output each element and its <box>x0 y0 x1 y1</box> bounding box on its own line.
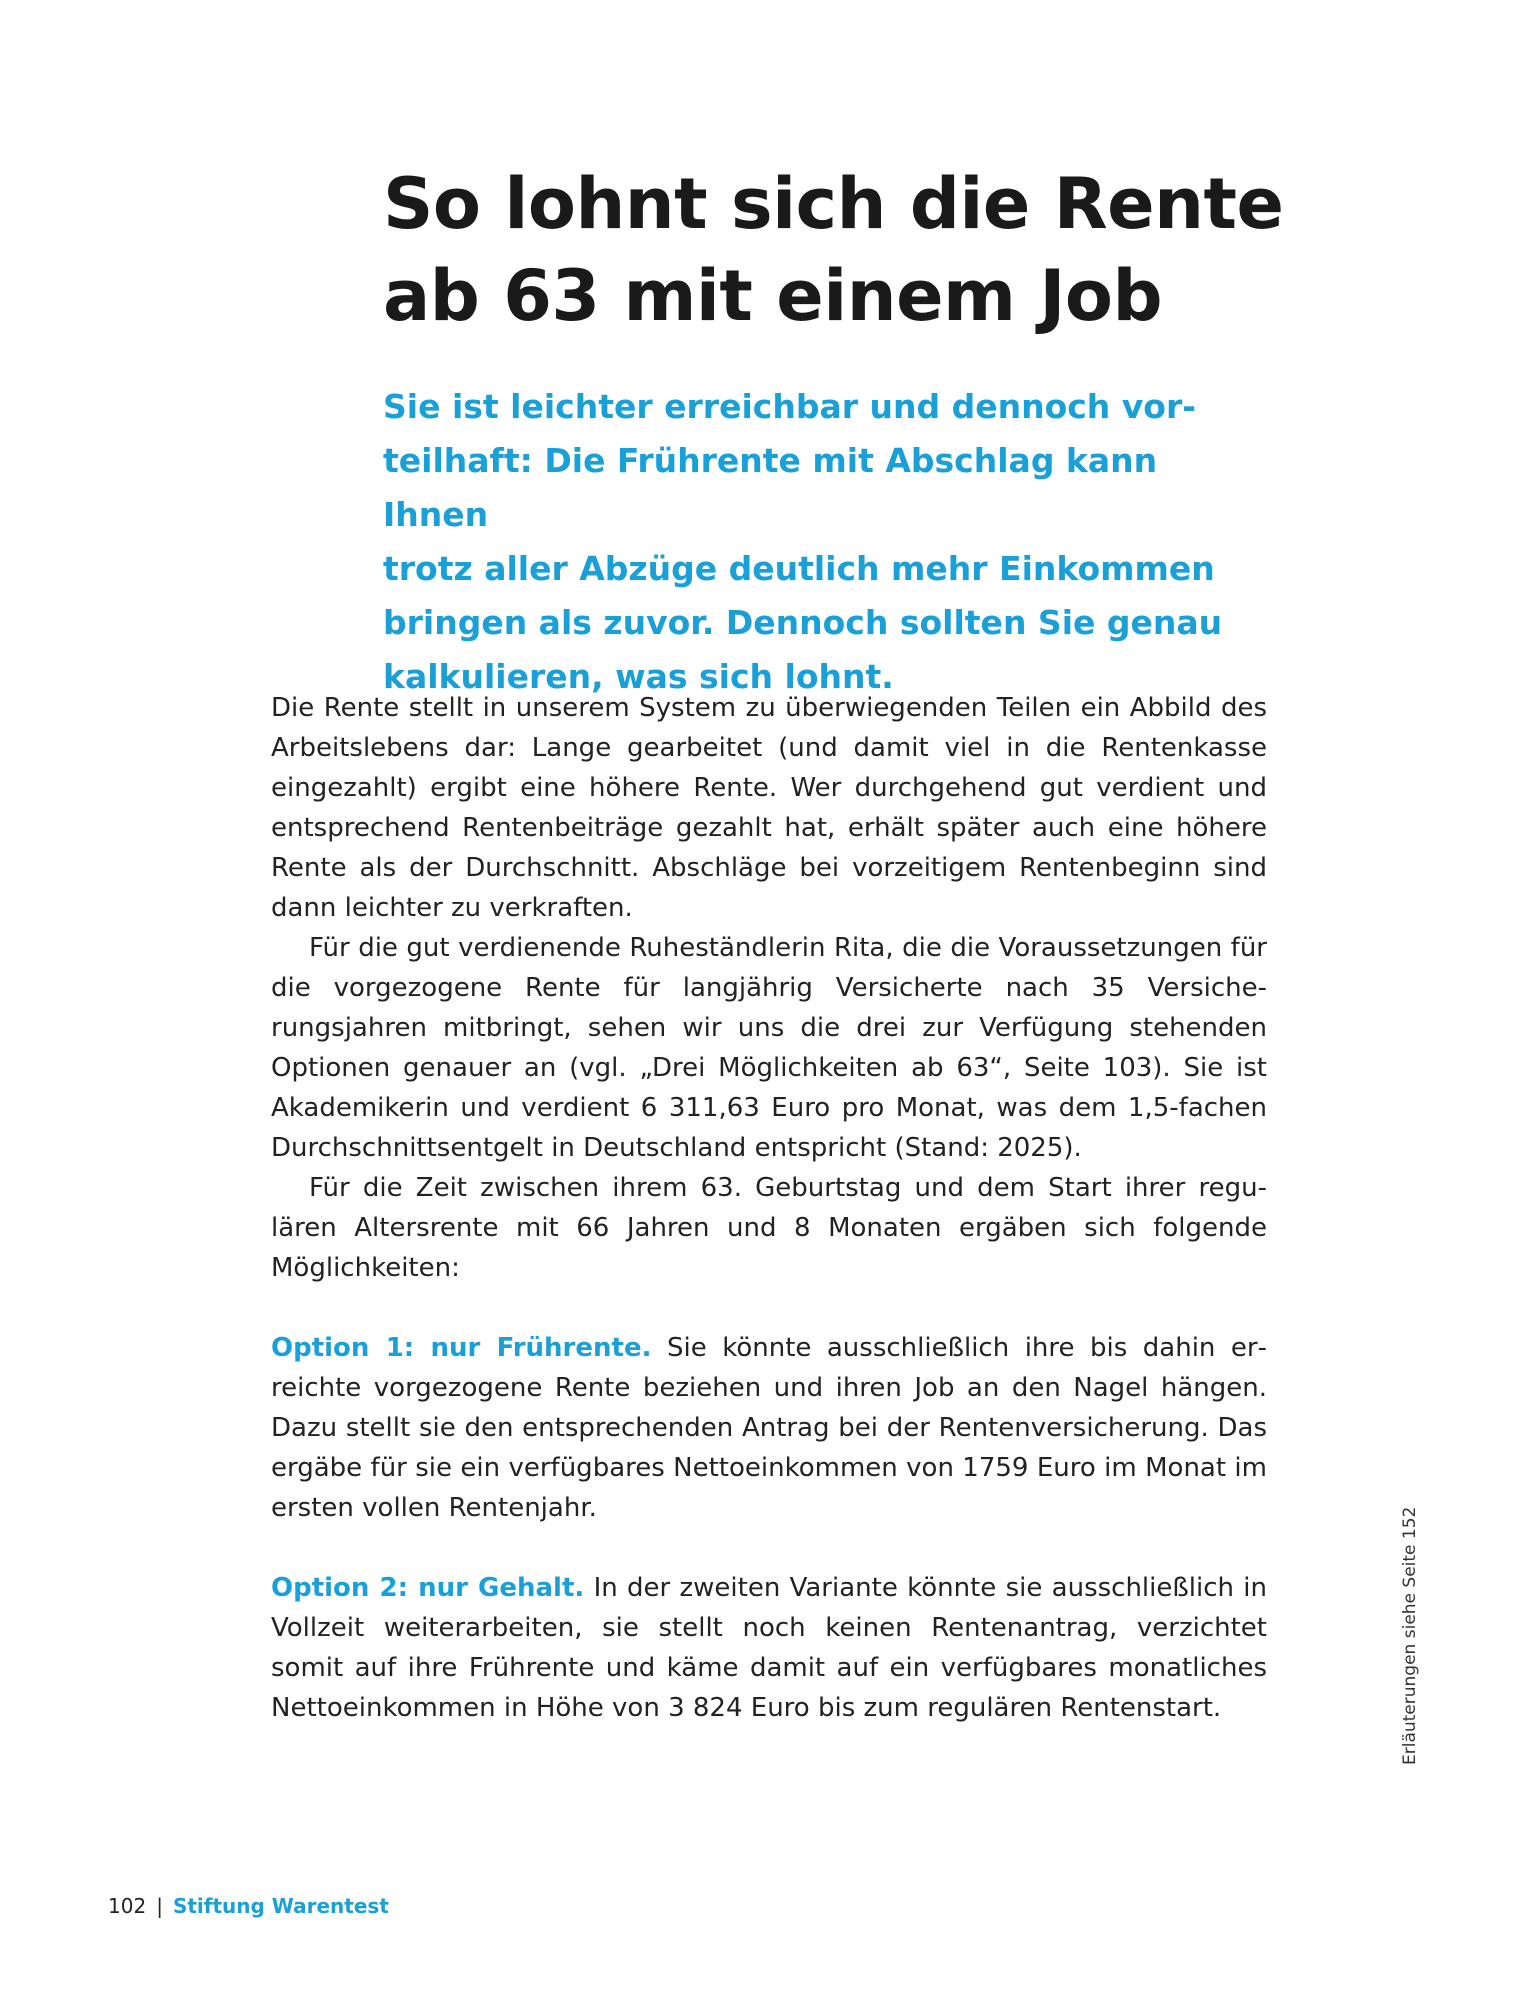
lead-line: trotz aller Abzüge deutlich mehr Einkommen <box>383 549 1215 588</box>
page-footer <box>108 1894 389 1918</box>
option-2-text: In der zweiten Variante könnte sie ausschließlich in Vollzeit weiterarbeiten, sie stellt noch keinen Rentenantrag, verzichtet somit auf ihre Frührente und käme damit auf ein verfügbares monatliches Nettoeinkommen in Höhe von 3 824 Euro bis zum regulären Rentenstart. <box>271 1573 1267 1723</box>
title-line: ab 63 mit einem Job <box>383 255 1163 337</box>
page-title <box>383 158 1383 342</box>
body-paragraph: Für die Zeit zwischen ihrem 63. Geburtstag und dem Start ihrer regulären Altersrente mit 66 Jahren und 8 Monaten ergäben sich folgende Möglichkeiten: <box>271 1173 1267 1283</box>
side-note: Erläuterungen siehe Seite 152 <box>1400 1506 1420 1765</box>
lead-line: teilhaft: Die Frührente mit Abschlag kann Ihnen <box>383 441 1158 534</box>
footer-separator: | <box>156 1894 163 1918</box>
page-number: 102 <box>108 1894 147 1918</box>
lead-line: bringen als zuvor. Dennoch sollten Sie genau <box>383 603 1223 642</box>
option-1-text: Sie könnte ausschließlich ihre bis dahin erreichte vorgezogene Rente beziehen und ihren Job an den Nagel hängen. Dazu stellt sie den entsprechenden Antrag bei der Rentenversicherung. Das ergäbe für sie ein verfügbares Nettoeinkommen von 1759 Euro im Monat im ersten vollen Rentenjahr. <box>271 1333 1267 1523</box>
title-line: So lohnt sich die Rente <box>383 163 1284 245</box>
body-text <box>271 688 1267 1728</box>
option-1-label: Option 1: nur Frührente. <box>271 1333 652 1363</box>
publisher-name: Stiftung Warentest <box>172 1894 389 1918</box>
option-1-paragraph <box>271 1328 1267 1528</box>
option-2-label: Option 2: nur Gehalt. <box>271 1573 585 1603</box>
option-2-paragraph <box>271 1568 1267 1728</box>
lead-line: Sie ist leichter erreichbar und dennoch vor- <box>383 387 1196 426</box>
body-paragraph: Die Rente stellt in unserem System zu überwiegenden Teilen ein Abbild des Arbeitslebens dar: Lange gearbeitet (und damit viel in die Rentenkasse eingezahlt) ergibt eine höhere Rente. Wer durchgehend gut verdient und entsprechend Rentenbeiträge gezahlt hat, erhält später auch eine höhere Rente als der Durchschnitt. Abschläge bei vorzeitigem Rentenbeginn sind dann leichter zu verkraften. <box>271 693 1267 923</box>
lead-paragraph <box>383 380 1263 704</box>
lead-line: kalkulieren, was sich lohnt. <box>383 657 894 696</box>
body-paragraph: Für die gut verdienende Ruheständlerin Rita, die die Voraussetzungen für die vorgezogene Rente für langjährig Versicherte nach 35 Versicherungsjahren mitbringt, sehen wir uns die drei zur Verfügung stehenden Optionen genauer an (vgl. „Drei Möglichkeiten ab 63“, Seite 103). Sie ist Akademikerin und verdient 6 311,63 Euro pro Monat, was dem 1,5-fachen Durchschnittsentgelt in Deutschland entspricht (Stand: 2025). <box>271 933 1267 1163</box>
